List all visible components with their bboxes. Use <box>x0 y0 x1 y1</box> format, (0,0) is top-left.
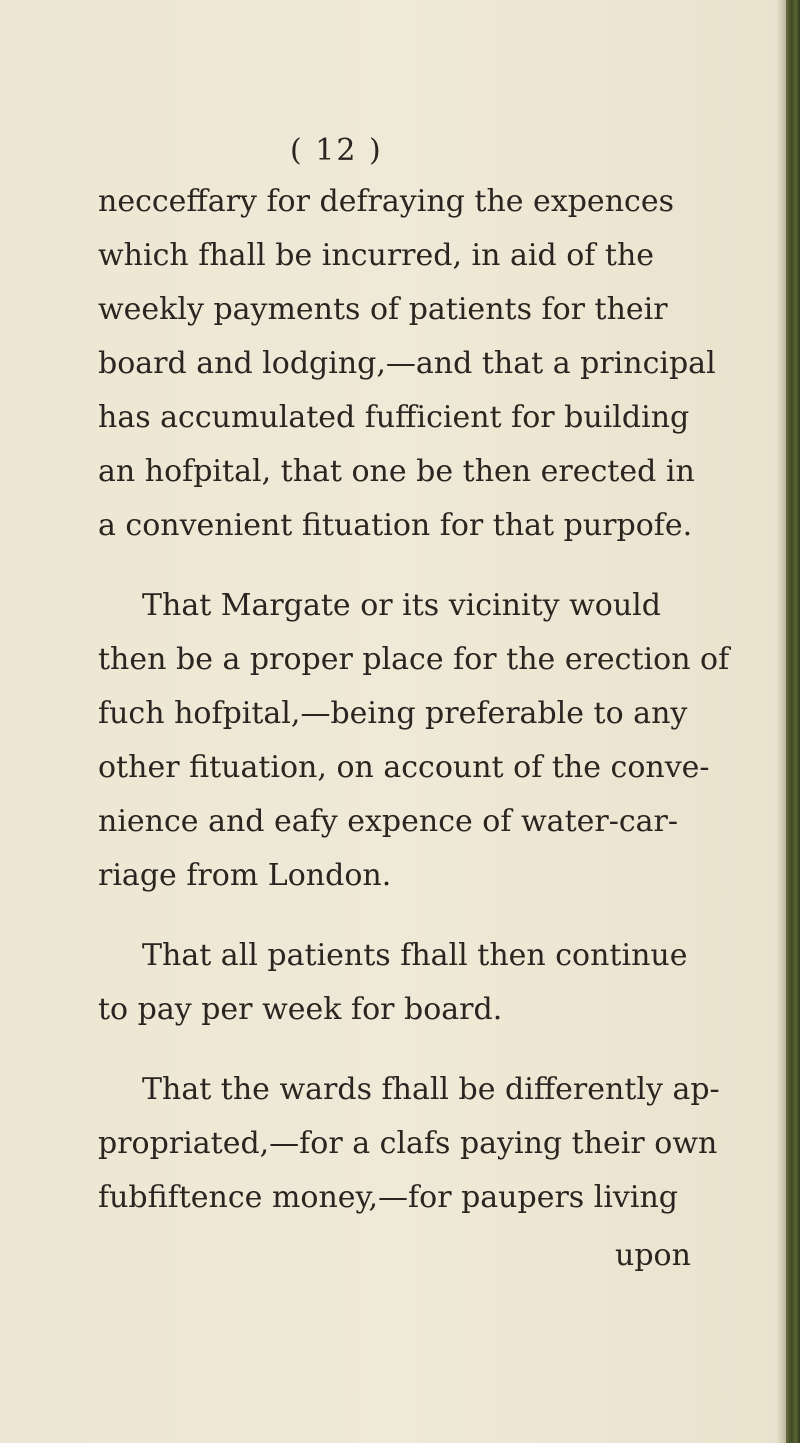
text-line: which fhall be incurred, in aid of the <box>98 238 655 273</box>
paragraph-start-line: That the wards fhall be differently ap- <box>142 1072 720 1107</box>
paragraph-start-line: That all patients fhall then continue <box>142 938 688 973</box>
text-line: nience and eafy expence of water-car- <box>98 804 679 839</box>
paragraph-start-line: That Margate or its vicinity would <box>142 588 661 623</box>
text-line: fuch hofpital,—being preferable to any <box>98 696 688 731</box>
page-number: ( 12 ) <box>290 133 383 168</box>
text-line: fubfiftence money,—for paupers living <box>98 1180 678 1215</box>
text-line: board and lodging,—and that a principal <box>98 346 716 381</box>
book-edge <box>786 0 800 1443</box>
text-line: to pay per week for board. <box>98 992 503 1027</box>
catchword: upon <box>615 1238 691 1273</box>
text-line: an hofpital, that one be then erected in <box>98 454 695 489</box>
text-line: necceffary for defraying the expences <box>98 184 674 219</box>
text-line: riage from London. <box>98 858 392 893</box>
text-line: propriated,—for a clafs paying their own <box>98 1126 718 1161</box>
text-line: a convenient fituation for that purpofe. <box>98 508 693 543</box>
text-line: has accumulated fufficient for building <box>98 400 690 435</box>
text-line: other fituation, on account of the conve- <box>98 750 710 785</box>
text-line: then be a proper place for the erection of <box>98 642 730 677</box>
text-line: weekly payments of patients for their <box>98 292 668 327</box>
page-edge-shadow <box>776 0 786 1443</box>
